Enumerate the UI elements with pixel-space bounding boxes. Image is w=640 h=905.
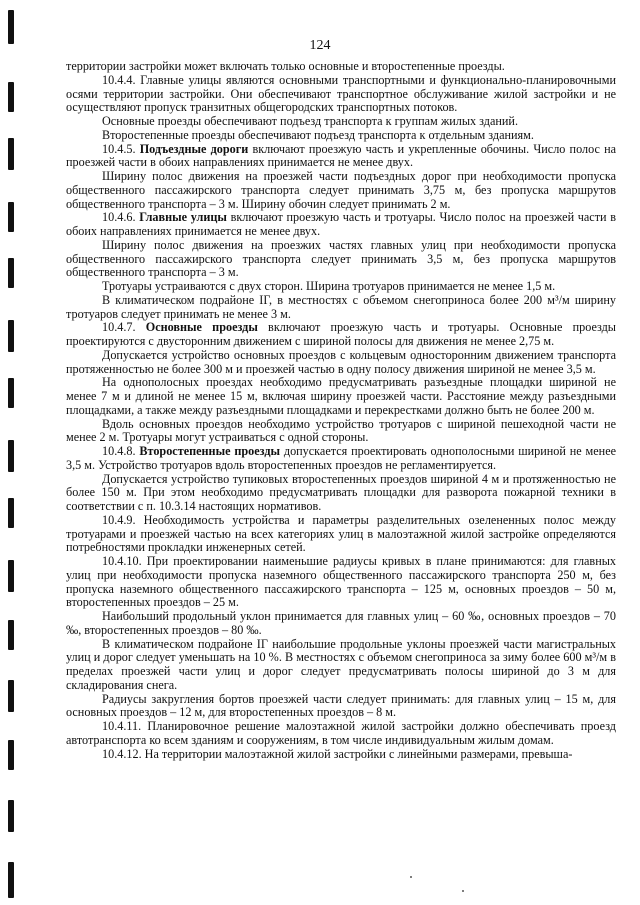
document-body (66, 60, 616, 761)
page-number: 124 (309, 38, 331, 53)
paragraph (66, 170, 616, 211)
text-run: Наибольший продольный уклон принимается для главных улиц – 60 ‰, основных проездов – 70 ‰, второстепенных проездов – 80 ‰. (66, 609, 616, 637)
bold-term: Подъездные дороги (139, 141, 249, 156)
paragraph (66, 638, 616, 693)
binding-mark (8, 258, 14, 288)
text-run: включают проезжую часть и тротуары. Число полос на проезжей части в обоих направлениях принимается не менее двух. (66, 210, 617, 238)
binding-mark (8, 800, 14, 832)
text-run: 10.4.4. Главные улицы являются основными транспортными и функционально-планировочными осями территории застройки. Они обеспечивают транспортное обслуживание жилой застройки и не осуществляют пропуск транзитных общегородских транспортных потоков. (66, 72, 616, 115)
paragraph (66, 294, 616, 322)
text-run: 10.4.12. На территории малоэтажной жилой застройки с линейными размерами, превыша- (102, 746, 573, 761)
binding-mark (8, 740, 14, 770)
binding-mark (8, 202, 14, 232)
text-run: включают проезжую часть и тротуары. Основные проезды проектируются с двусторонним движением с шириной полосы для движения не менее 2,75 м. (66, 320, 616, 348)
text-run: допускается проектировать однополосными шириной не менее 3,5 м. Устройство тротуаров вдоль второстепенных проездов не регламентируется. (66, 444, 617, 472)
paragraph (66, 720, 616, 748)
paragraph (66, 239, 616, 280)
paragraph (66, 445, 616, 473)
text-run: 10.4.5. (102, 141, 140, 156)
text-run: 10.4.8. (102, 444, 140, 458)
binding-mark (8, 560, 14, 592)
text-run: 10.4.10. При проектировании наименьшие радиусы кривых в плане принимаются: для главных улиц при необходимости пропуска наземного общественного пассажирского транспорта 250 м, без пропуска наземного общественного пассажирского транспорта – 125 м, основных проездов – 50 м, второстепенных проездов – 25 м. (66, 554, 616, 610)
text-run: Ширину полос движения на проезжих частях главных улиц при необходимости пропуска общественного пассажирского транспорта следует принимать 3,5 м, без пропуска маршрутов общественного транспорта – 3 м. (66, 237, 616, 280)
binding-mark (8, 320, 14, 352)
binding-mark (8, 498, 14, 528)
paragraph (66, 74, 616, 115)
binding-edge-marks (8, 0, 16, 905)
paragraph (66, 143, 616, 171)
scan-speck (410, 876, 412, 878)
text-run: Допускается устройство тупиковых второстепенных проездов шириной 4 м и протяженностью не более 150 м. При этом необходимо предусматривать площадки для разворота пожарной техники в соответствии с п. 10.3.14 настоящих нормативов. (66, 471, 616, 513)
bold-term: Основные проезды (145, 320, 258, 335)
binding-mark (8, 82, 14, 112)
paragraph (66, 514, 616, 555)
binding-mark (8, 138, 14, 170)
text-run: В климатическом подрайоне IГ, в местностях с объемом снегоприноса более 200 м³/м ширину тротуаров следует принимать не менее 3 м. (66, 292, 616, 321)
text-run: 10.4.6. (102, 210, 140, 225)
paragraph (66, 418, 616, 446)
paragraph (66, 211, 616, 239)
text-run: Тротуары устраиваются с двух сторон. Ширина тротуаров принимается не менее 1,5 м. (102, 279, 556, 293)
bold-term: Второстепенные проезды (139, 444, 281, 458)
binding-mark (8, 378, 14, 408)
text-run: Ширину полос движения на проезжей части подъездных дорог при необходимости пропуска общественного пассажирского транспорта следует принимать 3,75 м, без пропуска маршрутов общественного транспорта – 3 м. Ширину обочин следует принимать 2 м. (66, 169, 616, 211)
paragraph (66, 376, 616, 417)
paragraph (66, 555, 616, 610)
text-run: 10.4.7. (102, 320, 146, 335)
paragraph (66, 693, 616, 721)
binding-mark (8, 680, 14, 712)
paragraph (66, 610, 616, 638)
text-run: территории застройки может включать только основные и второстепенные проезды. (66, 59, 505, 73)
text-run: Основные проезды обеспечивают подъезд транспорта к группам жилых зданий. (102, 114, 518, 128)
paragraph (66, 115, 616, 129)
scan-speck (462, 890, 464, 892)
paragraph (66, 321, 616, 349)
text-run: Второстепенные проезды обеспечивают подъезд транспорта к отдельным зданиям. (102, 127, 534, 142)
paragraph (66, 129, 616, 143)
paragraph (66, 473, 616, 514)
text-run: В климатическом подрайоне IГ наибольшие продольные уклоны проезжей части магистральных улиц и дорог следует уменьшать на 10 %. В местностях с объемом снегоприноса за зиму более 600 м³/м в пределах проезжей части улиц и дорог следует предусматривать полосы шириной до 3 м для складирования снега. (66, 636, 616, 692)
paragraph (66, 748, 616, 762)
text-run: Радиусы закругления бортов проезжей части следует принимать: для главных улиц – 15 м, для основных проездов – 12 м, для второстепенных проездов – 8 м. (66, 691, 616, 720)
binding-mark (8, 862, 14, 898)
binding-mark (8, 620, 14, 650)
paragraph (66, 349, 616, 377)
text-run: включают проезжую часть и укрепленные обочины. Число полос на проезжей части в обоих направлениях принимается не менее двух. (66, 141, 617, 170)
binding-mark (8, 440, 14, 472)
paragraph (66, 60, 616, 74)
text-run: На однополосных проездах необходимо предусматривать разъездные площадки шириной не менее 7 м и длиной не менее 15 м, включая ширину проезжей части. Расстояние между разъездными площадками, а также между разъездными площадками и перекрестками должно быть не более 200 м. (66, 375, 616, 417)
text-run: Вдоль основных проездов необходимо устройство тротуаров с шириной пешеходной части не менее 2 м. Тротуары могут устраиваться с одной стороны. (66, 416, 616, 445)
text-run: 10.4.11. Планировочное решение малоэтажной жилой застройки должно обеспечивать проезд автотранспорта ко всем зданиям и сооружениям, в том числе индивидуальным жилым домам. (66, 719, 616, 747)
paragraph (66, 280, 616, 294)
bold-term: Главные улицы (139, 210, 227, 225)
text-run: 10.4.9. Необходимость устройства и параметры разделительных озелененных полос между тротуарами и проезжей частью на всех категориях улиц в малоэтажной жилой застройке определяются потребностями прокладки инженерных сетей. (66, 512, 616, 555)
text-run: Допускается устройство основных проездов с кольцевым односторонним движением транспорта протяженностью не более 300 м и проезжей частью в одну полосу движения шириной не менее 3,5 м. (66, 347, 616, 376)
